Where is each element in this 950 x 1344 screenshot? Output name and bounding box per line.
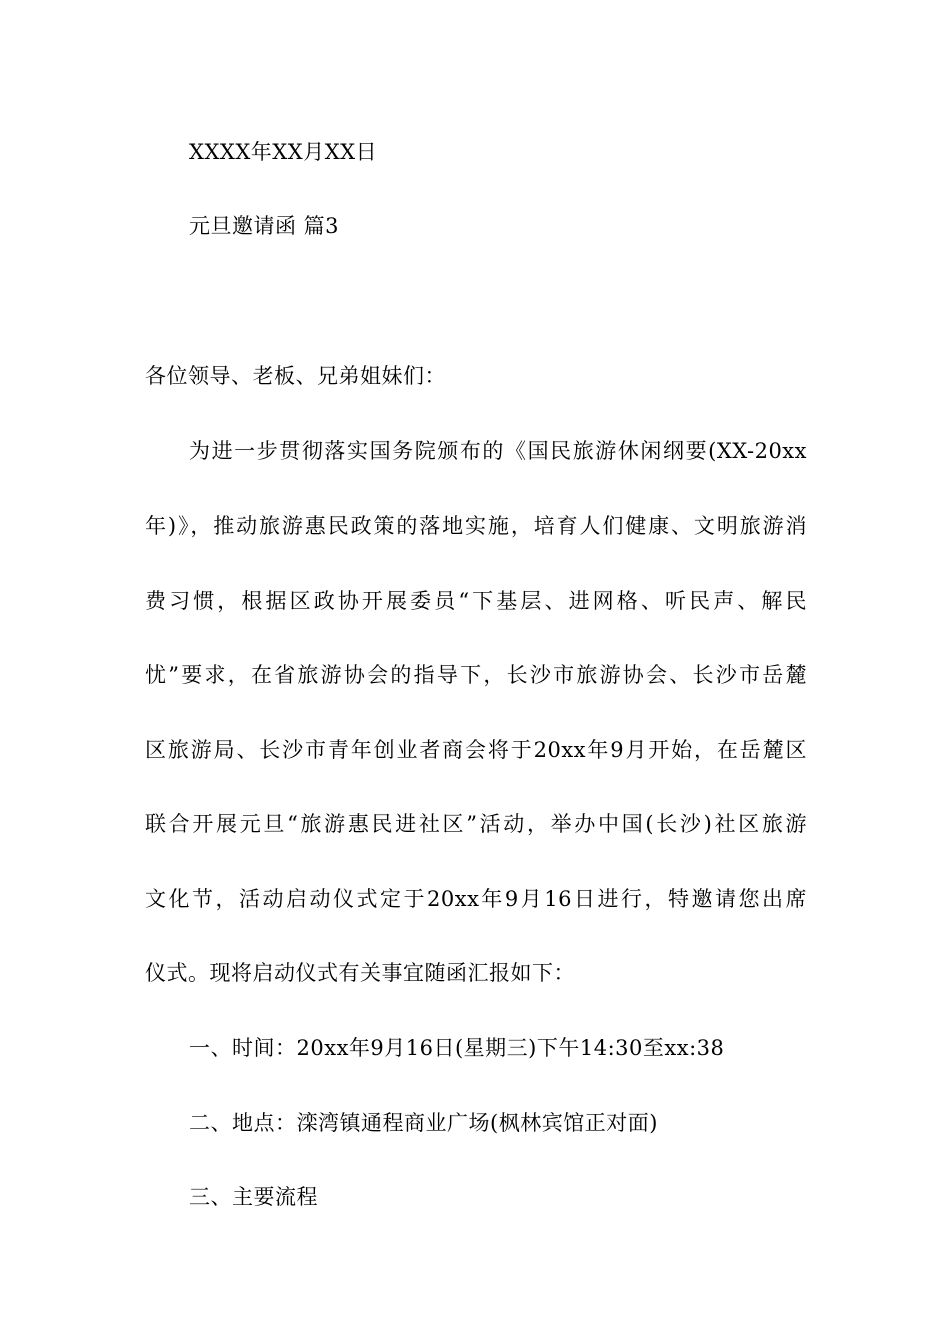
body-line-5: 区旅游局、长沙市青年创业者商会将于20xx年9月开始，在岳麓区 <box>145 738 807 762</box>
salutation: 各位领导、老板、兄弟姐妹们： <box>145 364 446 388</box>
item-time: 一、时间：20xx年9月16日(星期三)下午14:30至xx:38 <box>189 1036 725 1060</box>
section-title: 元旦邀请函 篇3 <box>189 214 340 238</box>
body-line-3: 费习惯，根据区政协开展委员“下基层、进网格、听民声、解民 <box>145 589 807 613</box>
body-line-6: 联合开展元旦“旅游惠民进社区”活动，举办中国(长沙)社区旅游 <box>145 812 807 836</box>
body-line-8: 仪式。现将启动仪式有关事宜随函汇报如下： <box>145 961 575 985</box>
body-line-4: 忧”要求，在省旅游协会的指导下，长沙市旅游协会、长沙市岳麓 <box>145 663 807 687</box>
date-line: XXXX年XX月XX日 <box>189 140 378 164</box>
body-line-2: 年)》，推动旅游惠民政策的落地实施，培育人们健康、文明旅游消 <box>145 514 807 538</box>
item-main-process: 三、主要流程 <box>189 1185 318 1209</box>
body-line-1: 为进一步贯彻落实国务院颁布的《国民旅游休闲纲要(XX-20xx <box>189 439 807 463</box>
body-line-7: 文化节，活动启动仪式定于20xx年9月16日进行，特邀请您出席 <box>145 887 807 911</box>
item-location: 二、地点：滦湾镇通程商业广场(枫林宾馆正对面) <box>189 1111 658 1135</box>
